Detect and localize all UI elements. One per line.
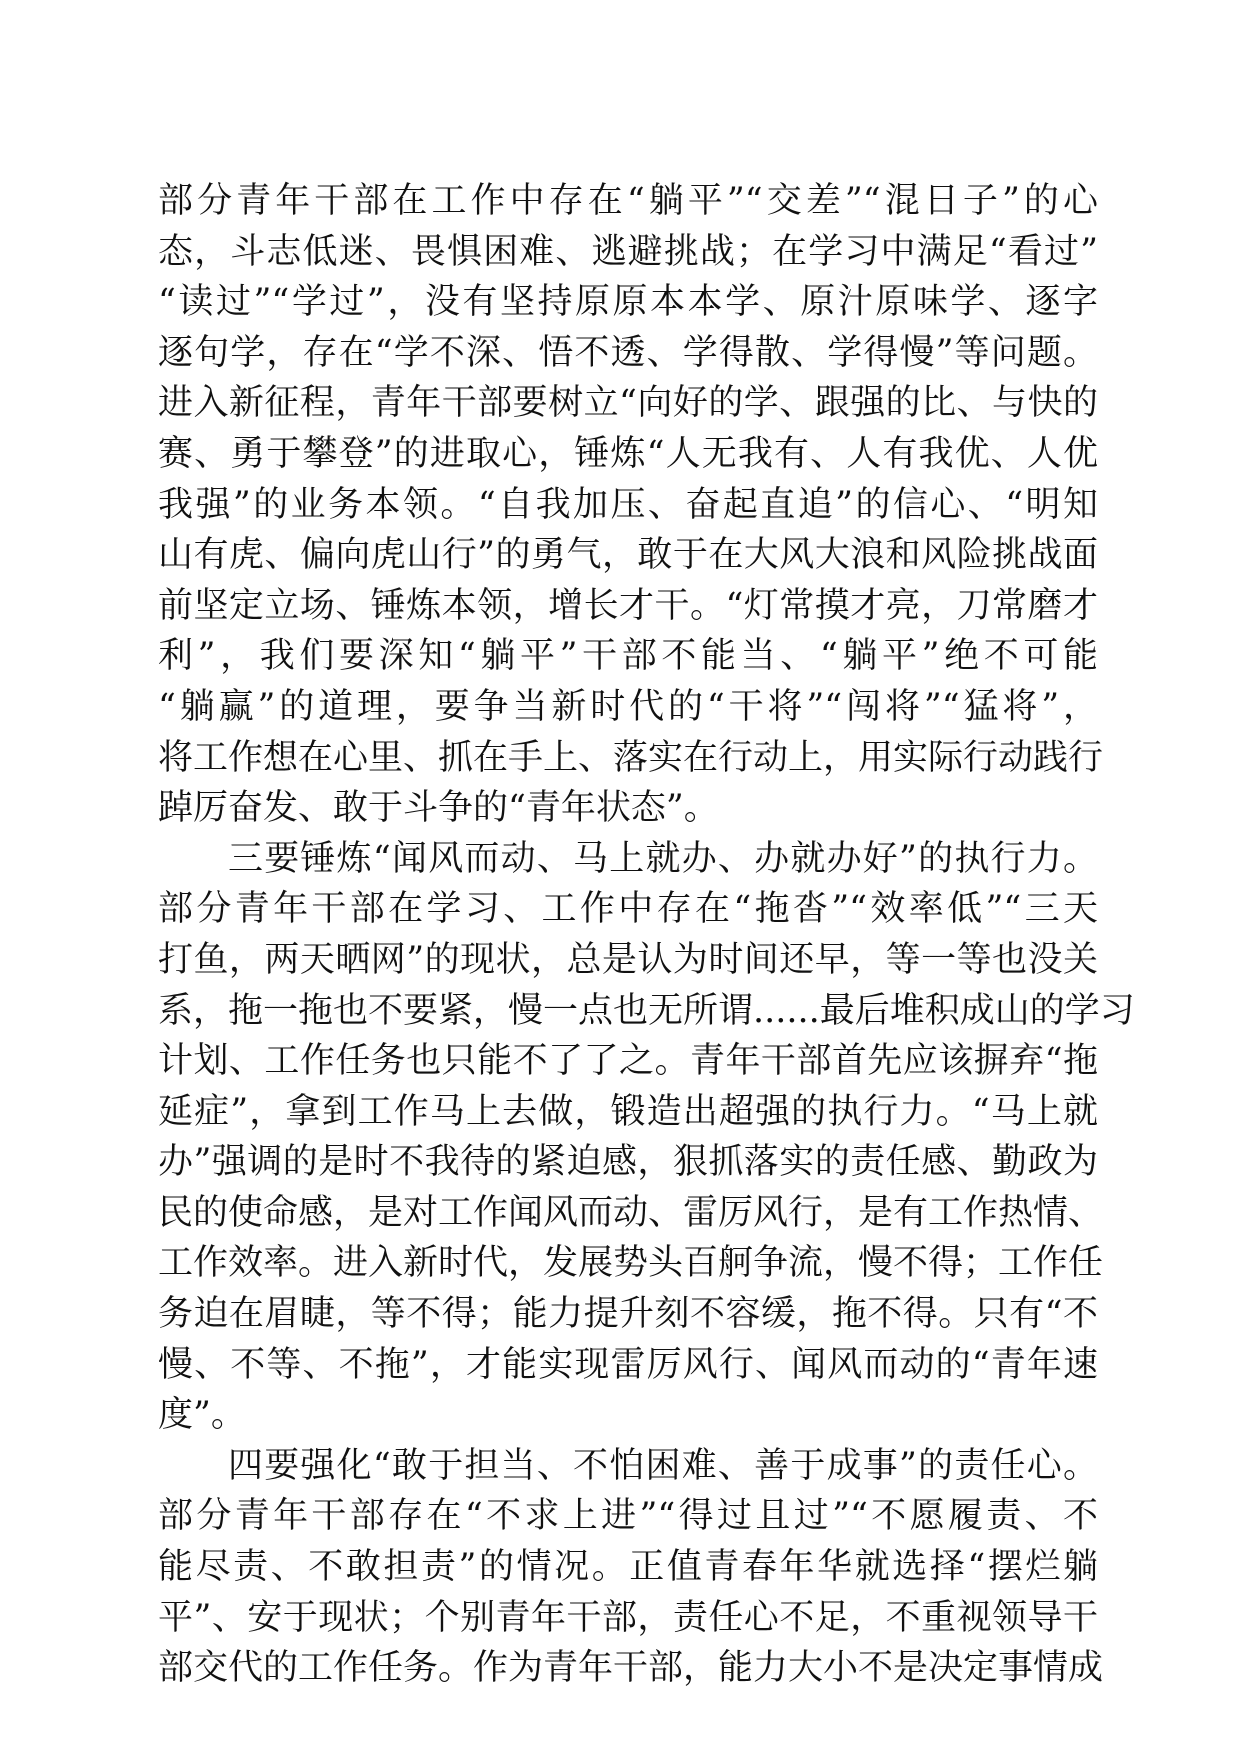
text-line: 部分青年干部在学习、工作中存在“拖沓”“效率低”“三天 [158, 889, 1098, 930]
text-line: 赛、勇于攀登”的进取心，锤炼“人无我有、人有我优、人优 [158, 433, 1098, 474]
paragraph-first-line: 三要锤炼“闻风而动、马上就办、办就办好”的执行力。 [228, 838, 1098, 879]
text-line: 计划、工作任务也只能不了了之。青年干部首先应该摒弃“拖 [158, 1041, 1098, 1082]
text-line: 办”强调的是时不我待的紧迫感，狠抓落实的责任感、勤政为 [158, 1142, 1098, 1183]
text-line: 慢、不等、不拖”，才能实现雷厉风行、闻风而动的“青年速 [158, 1344, 1098, 1385]
text-line: 打鱼，两天晒网”的现状，总是认为时间还早，等一等也没关 [158, 939, 1098, 980]
text-line: “躺赢”的道理，要争当新时代的“干将”“闯将”“猛将”， [158, 686, 1098, 727]
text-line: 前坚定立场、锤炼本领，增长才干。“灯常摸才亮，刀常磨才 [158, 585, 1098, 626]
text-line: “读过”“学过”，没有坚持原原本本学、原汁原味学、逐字 [158, 282, 1098, 323]
text-line: 部分青年干部在工作中存在“躺平”“交差”“混日子”的心 [158, 181, 1098, 221]
text-line: 能尽责、不敢担责”的情况。正值青春年华就选择“摆烂躺 [158, 1547, 1098, 1588]
text-line: 民的使命感，是对工作闻风而动、雷厉风行，是有工作热情、 [158, 1192, 1104, 1233]
text-line: 踔厉奋发、敢于斗争的“青年状态”。 [158, 788, 719, 829]
text-line: 部分青年干部存在“不求上进”“得过且过”“不愿履责、不 [158, 1496, 1098, 1537]
text-line: 山有虎、偏向虎山行”的勇气，敢于在大风大浪和风险挑战面 [158, 535, 1098, 576]
text-line: 平”、安于现状；个别青年干部，责任心不足，不重视领导干 [158, 1597, 1098, 1638]
text-line: 部交代的工作任务。作为青年干部，能力大小不是决定事情成 [158, 1648, 1104, 1689]
text-line: 逐句学，存在“学不深、悟不透、学得散、学得慢”等问题。 [158, 332, 1098, 373]
text-line: 系，拖一拖也不要紧，慢一点也无所谓......最后堆积成山的学习 [158, 990, 1135, 1031]
text-line: 度”。 [158, 1395, 246, 1436]
body-text [158, 176, 1135, 1694]
text-line: 利”，我们要深知“躺平”干部不能当、“躺平”绝不可能 [158, 636, 1098, 677]
text-line: 工作效率。进入新时代，发展势头百舸争流，慢不得；工作任 [158, 1243, 1104, 1284]
text-line: 我强”的业务本领。“自我加压、奋起直追”的信心、“明知 [158, 484, 1098, 525]
paragraph-first-line: 四要强化“敢于担当、不怕困难、善于成事”的责任心。 [228, 1445, 1098, 1486]
text-line: 延症”，拿到工作马上去做，锻造出超强的执行力。“马上就 [158, 1091, 1098, 1132]
text-line: 务迫在眉睫，等不得；能力提升刻不容缓，拖不得。只有“不 [158, 1294, 1098, 1335]
text-line: 态，斗志低迷、畏惧困难、逃避挑战；在学习中满足“看过” [158, 231, 1098, 272]
text-line: 将工作想在心里、抓在手上、落实在行动上，用实际行动践行 [158, 737, 1104, 778]
text-line: 进入新征程，青年干部要树立“向好的学、跟强的比、与快的 [158, 383, 1098, 424]
